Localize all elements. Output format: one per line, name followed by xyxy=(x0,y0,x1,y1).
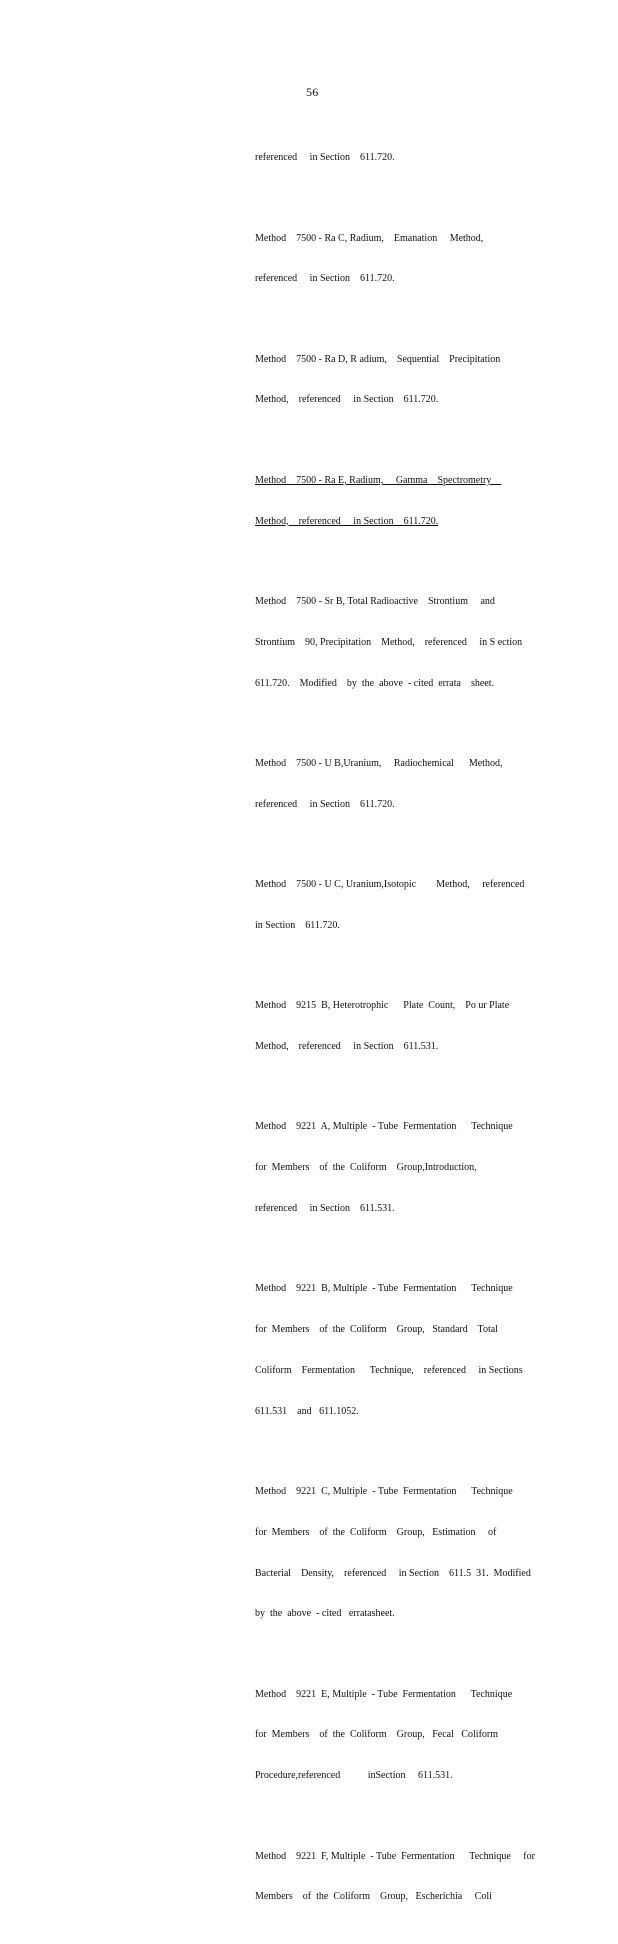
entry-line: in Section 611.720. xyxy=(255,919,340,931)
entry-line: Method 9221 C, Multiple - Tube Fermentation Technique xyxy=(255,1485,513,1497)
list-item xyxy=(255,972,545,1081)
entry-line: Method, referenced in Section 611.720. xyxy=(255,394,439,406)
entry-line: Strontium 90, Precipitation Method, referenced in S ection xyxy=(255,636,523,648)
entry-line: Bacterial Density, referenced in Section 611.5 31. Modified xyxy=(255,1567,531,1579)
list-item xyxy=(255,1458,545,1648)
list-item xyxy=(255,1660,545,1810)
entry-line: referenced in Section 611.720. xyxy=(255,798,395,810)
entry-line: Members of the Coliform Group, Escherichia Coli xyxy=(255,1891,492,1903)
entry-line: Method 7500 - U C, Uranium,Isotopic Method, referenced xyxy=(255,879,525,891)
entry-line: Method, referenced in Section 611.720. xyxy=(255,515,439,527)
entry-line: Method 7500 - Sr B, Total Radioactive Strontium and xyxy=(255,595,495,607)
list-item xyxy=(255,1255,545,1445)
entry-line: referenced in Section 611.720. xyxy=(255,273,395,285)
list-item xyxy=(255,851,545,960)
entry-line: Procedure,referenced inSection 611.531. xyxy=(255,1770,453,1782)
entry-line: Method, referenced in Section 611.531. xyxy=(255,1040,439,1052)
entry-line: referenced in Section 611.531. xyxy=(255,1202,395,1214)
list-item xyxy=(255,204,545,313)
entry-line: Method 7500 - Ra C, Radium, Emanation Method, xyxy=(255,232,484,244)
entry-line: Method 9221 F, Multiple - Tube Fermentation Technique for xyxy=(255,1850,535,1862)
entry-line: Method 7500 - Ra E, Radium, Gamma Spectrometry xyxy=(255,474,502,486)
entry-line: for Members of the Coliform Group, Fecal Coliform xyxy=(255,1729,499,1741)
list-item xyxy=(255,730,545,839)
entry-line: Coliform Fermentation Technique, referenced in Sections xyxy=(255,1364,523,1376)
entry-line: Method 7500 - Ra D, R adium, Sequential Precipitation xyxy=(255,353,501,365)
entry-line: by the above - cited erratasheet. xyxy=(255,1608,395,1620)
list-item xyxy=(255,1822,545,1931)
entry-line: Method 7500 - U B,Uranium, Radiochemical Method, xyxy=(255,757,503,769)
list-item xyxy=(255,1093,545,1243)
entry-line: Method 9221 A, Multiple - Tube Fermentation Technique xyxy=(255,1121,513,1133)
page-number: 56 xyxy=(306,85,319,99)
entry-line: Method 9221 B, Multiple - Tube Fermentation Technique xyxy=(255,1283,513,1295)
entry-line: 611.531 and 611.1052. xyxy=(255,1405,359,1417)
list-item xyxy=(255,568,545,718)
entry-line: referenced in Section 611.720. xyxy=(255,152,395,164)
entry-line: Method 9221 E, Multiple - Tube Fermentation Technique xyxy=(255,1688,513,1700)
list-item xyxy=(255,124,545,192)
list-item-underlined xyxy=(255,447,545,556)
entry-line: for Members of the Coliform Group,Introduction, xyxy=(255,1162,477,1174)
document-body xyxy=(255,124,545,1944)
entry-line: 611.720. Modified by the above - cited errata sheet. xyxy=(255,677,495,689)
entry-line: for Members of the Coliform Group, Estimation of xyxy=(255,1526,497,1538)
entry-line: for Members of the Coliform Group, Standard Total xyxy=(255,1324,498,1336)
list-item xyxy=(255,326,545,435)
entry-line: Method 9215 B, Heterotrophic Plate Count, Po ur Plate xyxy=(255,1000,510,1012)
